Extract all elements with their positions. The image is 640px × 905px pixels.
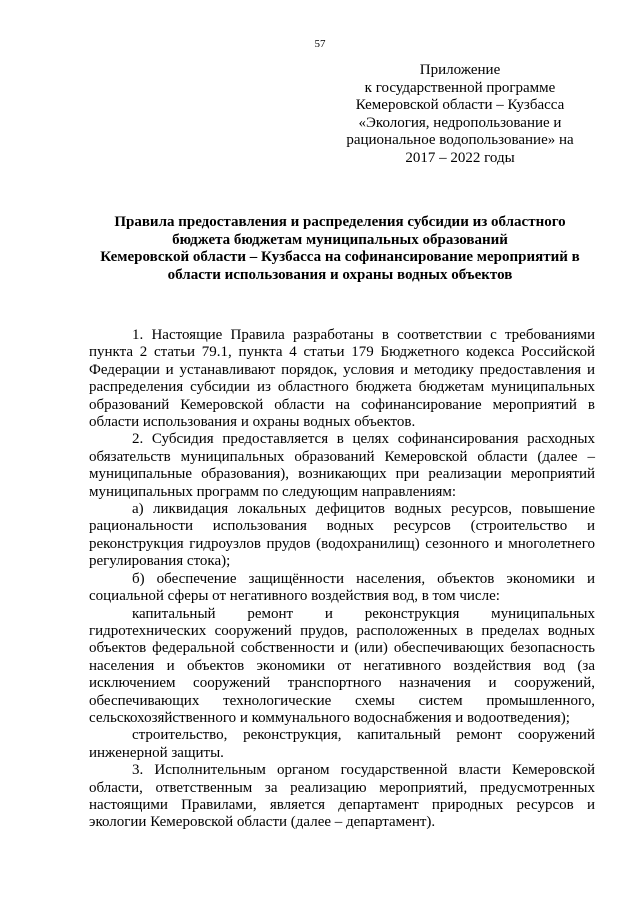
paragraph-2b: б) обеспечение защищённости населения, объектов экономики и социальной сферы от негативного воздействия вод, в том числе:: [89, 570, 595, 605]
appendix-line: к государственной программе: [364, 79, 556, 96]
appendix-line: Приложение: [419, 62, 501, 78]
paragraph-2b-item-2: строительство, реконструкция, капитальный ремонт сооружений инженерной защиты.: [89, 727, 595, 761]
page-number: 57: [314, 38, 326, 50]
paragraph-2a: а) ликвидация локальных дефицитов водных ресурсов, повышение рациональности использования водных ресурсов (строительство и реконструкция гидроузлов прудов (водохранилищ) сезонного и многолетнего регулирования стока);: [89, 501, 595, 570]
title-line: бюджета бюджетам муниципальных образований: [172, 231, 508, 248]
appendix-line: Кемеровской области – Кузбасса: [355, 97, 565, 114]
appendix-line: рациональное водопользование» на: [346, 132, 574, 149]
paragraph-2: 2. Субсидия предоставляется в целях софинансирования расходных обязательств муниципальных образований Кемеровской области (далее – муниципальные образования), возникающих при реализации мероприятий муниципальных программ по следующим направлениям:: [89, 431, 595, 500]
paragraph-1: 1. Настоящие Правила разработаны в соответствии с требованиями пункта 2 статьи 79.1, пункта 4 статьи 179 Бюджетного кодекса Российской Федерации и устанавливают порядок, условия и методику предоставления и распределения субсидии из областного бюджета бюджетам муниципальных образований Кемеровской области на софинансирование мероприятий в области использования и охраны водных объектов.: [89, 327, 595, 431]
title-line: области использования и охраны водных объектов: [167, 266, 513, 283]
paragraph-2b-item-1: капитальный ремонт и реконструкция муниципальных гидротехнических сооружений прудов, расположенных в пределах водных объектов федеральной собственности и (или) обеспечивающих безопасность населения и объектов экономики от негативного воздействия вод (за исключением сооружений транспортного назначения и сооружений, обеспечивающих технологические схемы систем промышленного, сельскохозяйственного и коммунального водоснабжения и водоотведения);: [89, 605, 595, 726]
appendix-header: [340, 62, 580, 168]
paragraph-3: 3. Исполнительным органом государственной власти Кемеровской области, ответственным за реализацию мероприятий, предусмотренных настоящими Правилами, является департамент природных ресурсов и экологии Кемеровской области (далее – департамент).: [89, 762, 595, 831]
title-line: Кемеровской области – Кузбасса на софинансирование мероприятий в: [100, 249, 580, 266]
title-line: Правила предоставления и распределения субсидии из областного: [114, 214, 566, 230]
appendix-line: 2017 – 2022 годы: [405, 149, 515, 166]
document-title: [80, 214, 600, 284]
appendix-line: «Экология, недропользование и: [358, 114, 562, 131]
document-body: [89, 327, 595, 832]
